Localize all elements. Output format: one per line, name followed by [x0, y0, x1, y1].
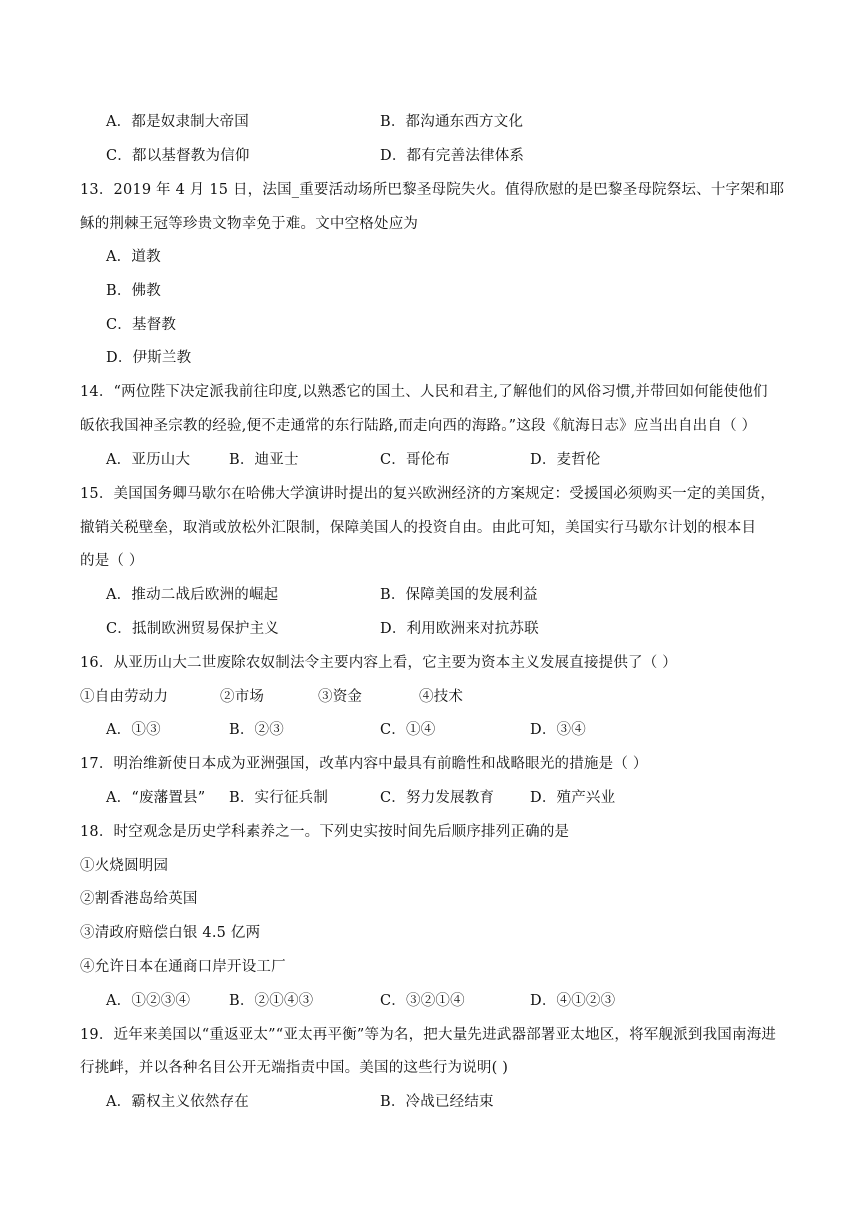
q16-option-b: B．②③ — [229, 722, 284, 738]
q19-stem-line2: 行挑衅，并以各种名目公开无端指责中国。美国的这些行为说明( ) — [80, 1060, 509, 1076]
q13-stem-line1: 13．2019 年 4 月 15 日，法国_重要活动场所巴黎圣母院失火。值得欣慰的是巴黎圣母院祭坛、十字架和耶 — [80, 182, 785, 198]
q13-stem-line2: 稣的荆棘王冠等珍贵文物幸免于难。文中空格处应为 — [80, 216, 419, 232]
q17-option-d: D．殖产兴业 — [530, 790, 616, 806]
q16-stem-line1: 16．从亚历山大二世废除农奴制法令主要内容上看，它主要为资本主义发展直接提供了（ ） — [80, 655, 677, 671]
q17-option-c: C．努力发展教育 — [380, 790, 495, 806]
q19-stem-line1: 19．近年来美国以“重返亚太”“亚太再平衡”等为名，把大量先进武器部署亚太地区，将军舰派到我国南海进 — [80, 1027, 777, 1043]
q18-stem-line1: 18．时空观念是历史学科素养之一。下列史实按时间先后顺序排列正确的是 — [80, 824, 570, 840]
q16-item-1: ①自由劳动力 — [80, 689, 169, 705]
q13-option-d: D．伊斯兰教 — [106, 350, 192, 366]
q16-item-2: ②市场 — [220, 689, 265, 705]
q19-option-a: A．霸权主义依然存在 — [106, 1094, 249, 1110]
q17-stem-line1: 17．明治维新使日本成为亚洲强国，改革内容中最具有前瞻性和战略眼光的措施是（ ） — [80, 756, 648, 772]
q15-option-b: B．保障美国的发展利益 — [380, 587, 538, 603]
q12-option-d: D．都有完善法律体系 — [380, 148, 525, 164]
q16-option-a: A．①③ — [106, 722, 161, 738]
q14-stem-line2: 皈依我国神圣宗教的经验,便不走通常的东行陆路,而走向西的海路。”这段《航海日志》应当出自出自（ ） — [80, 418, 757, 434]
q13-option-a: A．道教 — [106, 249, 161, 265]
q13-option-c: C．基督教 — [106, 317, 177, 333]
q16-option-d: D．③④ — [530, 722, 586, 738]
q12-option-c: C．都以基督教为信仰 — [106, 148, 250, 164]
q15-option-d: D．利用欧洲来对抗苏联 — [380, 621, 539, 637]
q14-stem-line1: 14．“两位陛下决定派我前往印度,以熟悉它的国土、人民和君主,了解他们的风俗习惯,并带回如何能使他们 — [80, 384, 768, 400]
q15-option-c: C．抵制欧洲贸易保护主义 — [106, 621, 279, 637]
q15-option-a: A．推动二战后欧洲的崛起 — [106, 587, 279, 603]
q15-stem-line1: 15．美国国务卿马歇尔在哈佛大学演讲时提出的复兴欧洲经济的方案规定：受援国必须购买一定的美国货， — [80, 486, 776, 502]
q18-item-4: ④允许日本在通商口岸开设工厂 — [80, 959, 286, 975]
q16-item-3: ③资金 — [318, 689, 363, 705]
q12-option-b: B．都沟通东西方文化 — [380, 114, 524, 130]
q18-option-a: A．①②③④ — [106, 993, 191, 1009]
q14-option-a: A．亚历山大 — [106, 452, 191, 468]
q14-option-b: B．迪亚士 — [229, 452, 299, 468]
q12-option-a: A．都是奴隶制大帝国 — [106, 114, 249, 130]
q15-stem-line2: 撤销关税壁垒，取消或放松外汇限制，保障美国人的投资自由。由此可知，美国实行马歇尔计划的根本目 — [80, 520, 757, 536]
q13-option-b: B．佛教 — [106, 283, 161, 299]
q18-option-b: B．②①④③ — [229, 993, 314, 1009]
q17-option-b: B．实行征兵制 — [229, 790, 329, 806]
q16-item-4: ④技术 — [419, 689, 464, 705]
q17-option-a: A．“废藩置县” — [106, 790, 206, 806]
q18-option-d: D．④①②③ — [530, 993, 616, 1009]
q18-option-c: C．③②①④ — [380, 993, 465, 1009]
q18-item-2: ②割香港岛给英国 — [80, 891, 198, 907]
q18-item-3: ③清政府赔偿白银 4.5 亿两 — [80, 925, 261, 941]
q14-option-d: D．麦哲伦 — [530, 452, 601, 468]
q16-option-c: C．①④ — [380, 722, 436, 738]
q15-stem-line3: 的是（ ） — [80, 553, 144, 569]
q18-item-1: ①火烧圆明园 — [80, 858, 169, 874]
q14-option-c: C．哥伦布 — [380, 452, 451, 468]
q19-option-b: B．冷战已经结束 — [380, 1094, 494, 1110]
